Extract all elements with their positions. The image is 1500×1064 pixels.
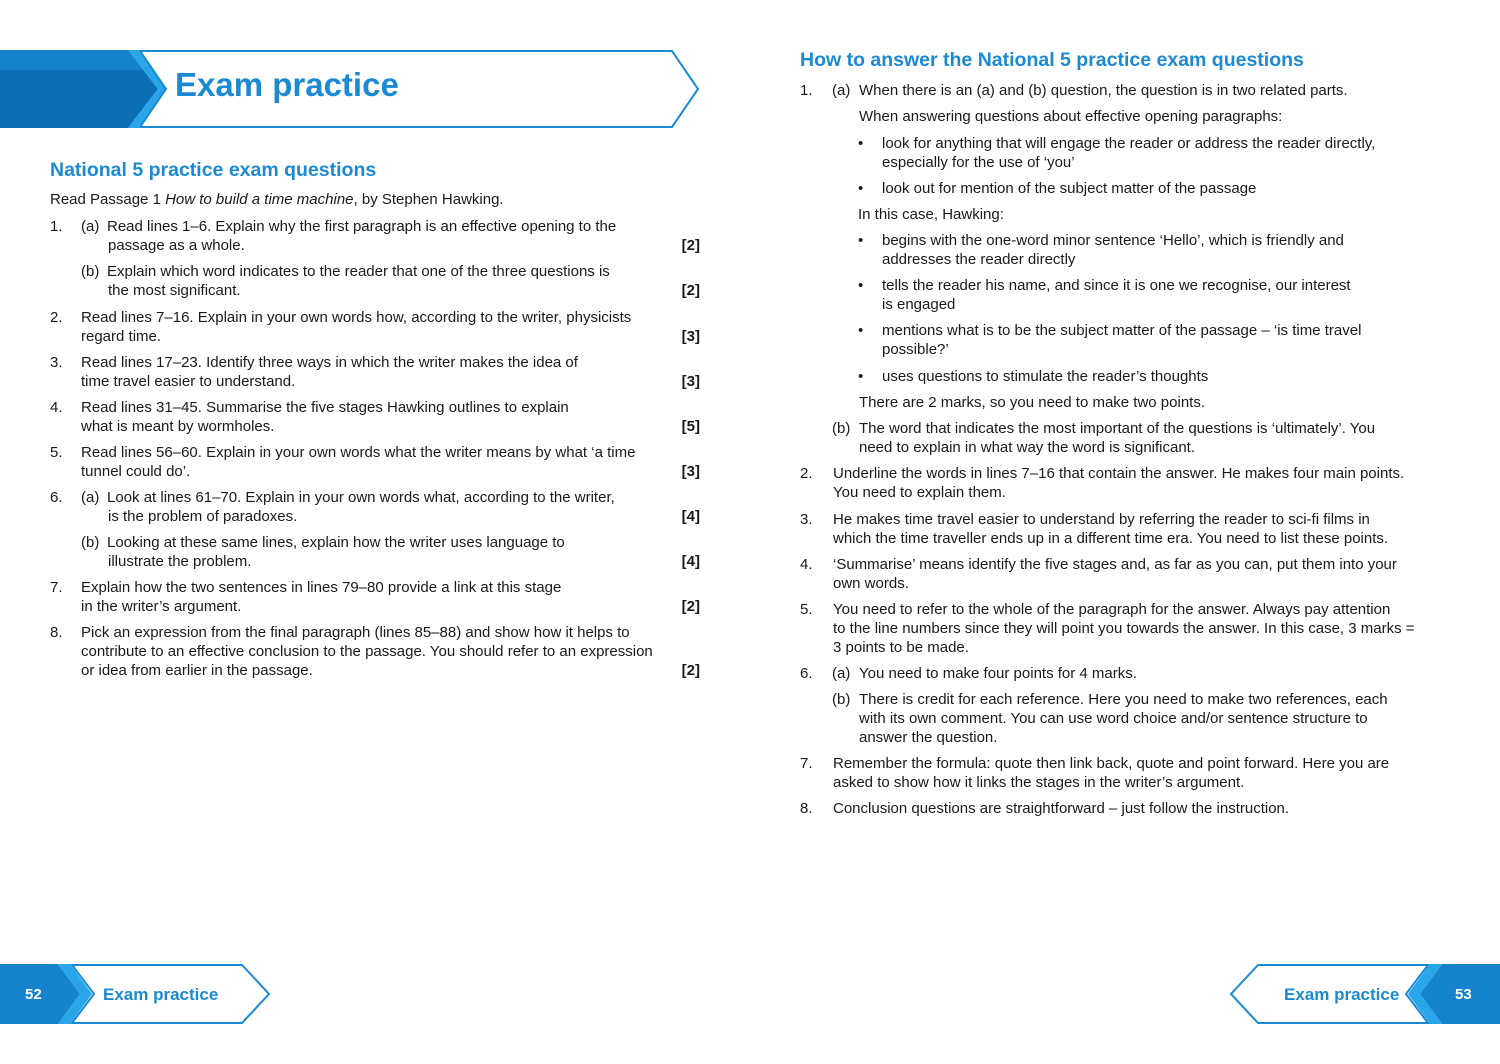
question-text-line: Looking at these same lines, explain how the writer uses language to	[107, 534, 565, 551]
bullet-icon: •	[858, 232, 864, 249]
passage-title: How to build a time machine	[165, 191, 354, 208]
question-number: 7.	[50, 579, 63, 596]
answer-part-label: (b)	[832, 420, 851, 437]
question-text-line: Read lines 56–60. Explain in your own words what the writer means by what ‘a time	[81, 444, 636, 461]
question-mark: [4]	[681, 553, 700, 570]
answer-number: 5.	[800, 601, 813, 618]
question-text-line: Explain which word indicates to the reader that one of the three questions is	[107, 263, 610, 280]
question-text-line: the most significant.	[108, 282, 241, 299]
question-mark: [2]	[681, 282, 700, 299]
question-text-line: contribute to an effective conclusion to the passage. You should refer to an expression	[81, 643, 653, 660]
footer-label-left: Exam practice	[103, 985, 219, 1004]
page-number-right: 53	[1455, 986, 1472, 1003]
bullet-icon: •	[858, 180, 864, 197]
question-text-line: illustrate the problem.	[108, 553, 252, 570]
bullet-text-line: look out for mention of the subject matter of the passage	[882, 180, 1257, 197]
question-mark: [2]	[681, 237, 700, 254]
section-heading: National 5 practice exam questions	[50, 159, 377, 181]
question-text-line: Pick an expression from the final paragraph (lines 85–88) and show how it helps to	[81, 624, 630, 641]
answer-number: 2.	[800, 465, 813, 482]
bullet-text-line: tells the reader his name, and since it is one we recognise, our interest	[882, 277, 1351, 294]
answer-text-line: own words.	[833, 575, 909, 592]
answer-number: 4.	[800, 556, 813, 573]
answer-text-line: You need to make four points for 4 marks.	[859, 665, 1137, 682]
question-text-line: passage as a whole.	[108, 237, 245, 254]
bullet-text-line: uses questions to stimulate the reader’s thoughts	[882, 368, 1209, 385]
answer-text-line: 3 points to be made.	[833, 639, 969, 656]
question-text-line: is the problem of paradoxes.	[108, 508, 298, 525]
question-mark: [3]	[681, 373, 700, 390]
question-text-line: regard time.	[81, 328, 162, 345]
question-number: 2.	[50, 309, 63, 326]
intro-suffix: , by Stephen Hawking.	[353, 191, 504, 208]
answer-number: 6.	[800, 665, 813, 682]
question-number: 3.	[50, 354, 63, 371]
question-text-line: time travel easier to understand.	[81, 373, 296, 390]
question-number: 1.	[50, 218, 63, 235]
answer-part-label: (a)	[832, 82, 851, 99]
question-text-line: Look at lines 61–70. Explain in your own words what, according to the writer,	[107, 489, 615, 506]
answer-text-line: The word that indicates the most important of the questions is ‘ultimately’. You	[859, 420, 1376, 437]
question-part-label: (b)	[81, 263, 100, 280]
bullet-text-line: addresses the reader directly	[882, 251, 1076, 268]
answer-text-line: need to explain in what way the word is significant.	[859, 439, 1196, 456]
answer-text-line: with its own comment. You can use word choice and/or sentence structure to	[859, 710, 1368, 727]
question-text-line: Explain how the two sentences in lines 79–80 provide a link at this stage	[81, 579, 562, 596]
answer-text-line: You need to explain them.	[833, 484, 1006, 501]
answer-text-line: There is credit for each reference. Here you need to make two references, each	[859, 691, 1388, 708]
answer-text-line: Conclusion questions are straightforward – just follow the instruction.	[833, 800, 1290, 817]
answer-text-line: When there is an (a) and (b) question, the question is in two related parts.	[859, 82, 1348, 99]
answer-text-line: which the time traveller ends up in a different time era. You need to list these points.	[833, 530, 1389, 547]
answer-text-line: asked to show how it links the stages in the writer’s argument.	[833, 774, 1245, 791]
question-mark: [3]	[681, 463, 700, 480]
bullet-text-line: is engaged	[882, 296, 956, 313]
bullet-icon: •	[858, 277, 864, 294]
question-part-label: (b)	[81, 534, 100, 551]
question-text-line: Read lines 7–16. Explain in your own words how, according to the writer, physicists	[81, 309, 632, 326]
question-text-line: or idea from earlier in the passage.	[81, 662, 313, 679]
answer-text-line: Underline the words in lines 7–16 that contain the answer. He makes four main points.	[833, 465, 1405, 482]
question-mark: [2]	[681, 598, 700, 615]
answer-text-line: ‘Summarise’ means identify the five stages and, as far as you can, put them into your	[833, 556, 1397, 573]
answers-heading: How to answer the National 5 practice exam questions	[800, 49, 1304, 71]
question-text-line: what is meant by wormholes.	[81, 418, 275, 435]
answer-number: 1.	[800, 82, 813, 99]
answer-text-line: to the line numbers since they will point you towards the answer. In this case, 3 marks =	[833, 620, 1415, 637]
question-part-label: (a)	[81, 489, 100, 506]
bullet-text-line: begins with the one-word minor sentence ‘Hello’, which is friendly and	[882, 232, 1344, 249]
question-mark: [3]	[681, 328, 700, 345]
question-number: 5.	[50, 444, 63, 461]
answer-text-line: When answering questions about effective opening paragraphs:	[859, 108, 1283, 125]
question-mark: [4]	[681, 508, 700, 525]
question-number: 6.	[50, 489, 63, 506]
page-number-left: 52	[25, 986, 42, 1003]
question-mark: [2]	[681, 662, 700, 679]
answer-text-line: You need to refer to the whole of the paragraph for the answer. Always pay attention	[833, 601, 1391, 618]
question-number: 8.	[50, 624, 63, 641]
bullet-icon: •	[858, 368, 864, 385]
bullet-text-line: mentions what is to be the subject matter of the passage – ‘is time travel	[882, 322, 1362, 339]
answer-part-label: (b)	[832, 691, 851, 708]
answer-part-label: (a)	[832, 665, 851, 682]
question-text-line: Read lines 17–23. Identify three ways in which the writer makes the idea of	[81, 354, 578, 371]
page-title: Exam practice	[175, 66, 399, 103]
answer-number: 3.	[800, 511, 813, 528]
answer-text-line: Remember the formula: quote then link back, quote and point forward. Here you are	[833, 755, 1390, 772]
answer-list	[800, 0, 1460, 1064]
answer-number: 8.	[800, 800, 813, 817]
answer-text-line: There are 2 marks, so you need to make two points.	[859, 394, 1206, 411]
question-text-line: in the writer’s argument.	[81, 598, 242, 615]
answer-text-line: In this case, Hawking:	[858, 206, 1004, 223]
answer-text-line: He makes time travel easier to understand by referring the reader to sci-fi films in	[833, 511, 1370, 528]
question-list	[50, 0, 700, 1064]
answer-text-line: answer the question.	[859, 729, 998, 746]
answer-number: 7.	[800, 755, 813, 772]
question-number: 4.	[50, 399, 63, 416]
bullet-text-line: look for anything that will engage the reader or address the reader directly,	[882, 135, 1376, 152]
question-text-line: Read lines 1–6. Explain why the first paragraph is an effective opening to the	[107, 218, 617, 235]
question-part-label: (a)	[81, 218, 100, 235]
bullet-text-line: especially for the use of ‘you’	[882, 154, 1075, 171]
bullet-text-line: possible?’	[882, 341, 949, 358]
question-text-line: Read lines 31–45. Summarise the five stages Hawking outlines to explain	[81, 399, 569, 416]
question-text-line: tunnel could do’.	[81, 463, 191, 480]
bullet-icon: •	[858, 322, 864, 339]
intro-prefix: Read Passage 1	[50, 191, 166, 208]
question-mark: [5]	[681, 418, 700, 435]
footer-label-right: Exam practice	[1284, 985, 1400, 1004]
bullet-icon: •	[858, 135, 864, 152]
